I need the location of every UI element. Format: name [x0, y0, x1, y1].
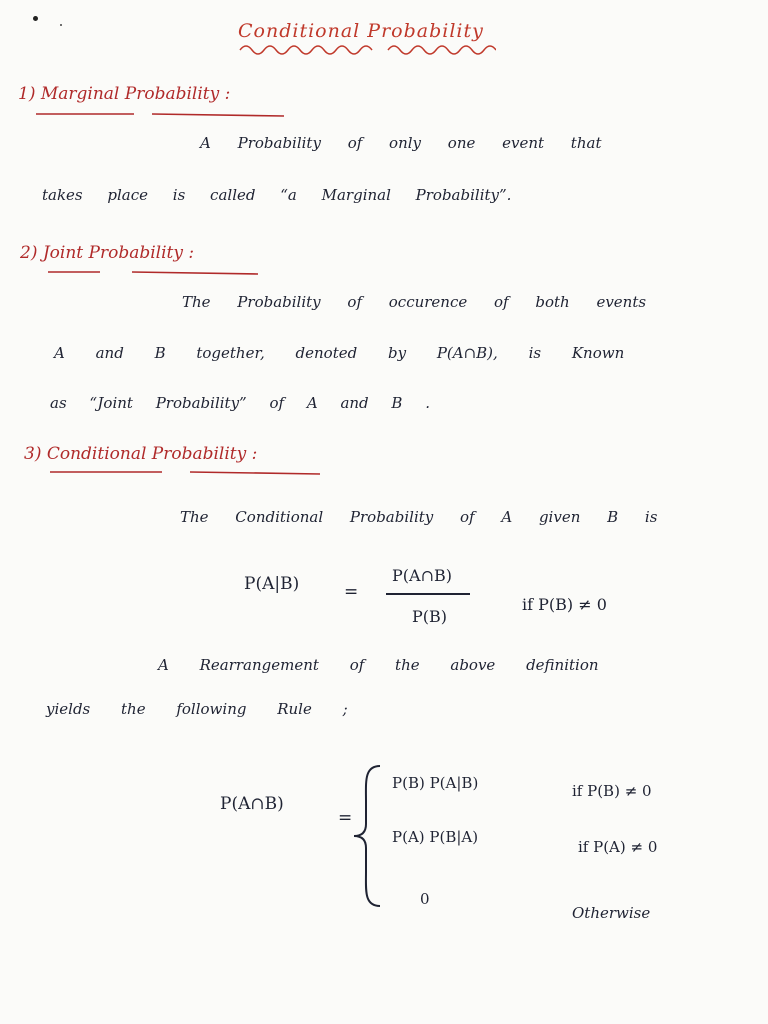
text-line: yields the following Rule ; [46, 700, 348, 718]
case-condition: if P(B) ≠ 0 [572, 782, 652, 800]
text-line: A and B together, denoted by P(A∩B), is Known [54, 344, 625, 362]
text-line: A Probability of only one event that [200, 134, 602, 152]
ink-dot [33, 16, 38, 21]
rule-lhs: P(A∩B) [220, 794, 284, 814]
formula-equals: = [344, 582, 359, 602]
case-expression: P(A) P(B|A) [392, 828, 479, 846]
fraction-bar [386, 593, 470, 595]
text-line: The Probability of occurence of both events [182, 293, 647, 311]
text-line: A Rearrangement of the above definition [158, 656, 599, 674]
section-heading-joint: 2) Joint Probability : [20, 243, 195, 263]
case-expression: 0 [420, 890, 430, 908]
cases-brace [350, 762, 384, 910]
case-condition: if P(A) ≠ 0 [578, 838, 658, 856]
case-condition: Otherwise [572, 904, 651, 922]
formula-condition: if P(B) ≠ 0 [522, 595, 607, 614]
heading-underline [48, 268, 264, 278]
formula-numerator: P(A∩B) [392, 566, 452, 585]
section-heading-conditional: 3) Conditional Probability : [24, 444, 258, 464]
title-underline-decoration [238, 44, 496, 56]
formula-lhs: P(A|B) [244, 574, 300, 594]
formula-denominator: P(B) [412, 607, 448, 626]
text-line: takes place is called “a Marginal Probability”. [42, 186, 512, 204]
heading-underline [50, 468, 326, 478]
section-heading-marginal: 1) Marginal Probability : [18, 84, 231, 104]
text-line: The Conditional Probability of A given B is [180, 508, 658, 526]
page-title: Conditional Probability [238, 20, 484, 42]
ink-dot [60, 24, 62, 26]
text-line: as “Joint Probability” of A and B . [50, 394, 430, 412]
heading-underline [36, 110, 298, 120]
rule-equals: = [338, 808, 353, 828]
case-expression: P(B) P(A|B) [392, 774, 479, 792]
